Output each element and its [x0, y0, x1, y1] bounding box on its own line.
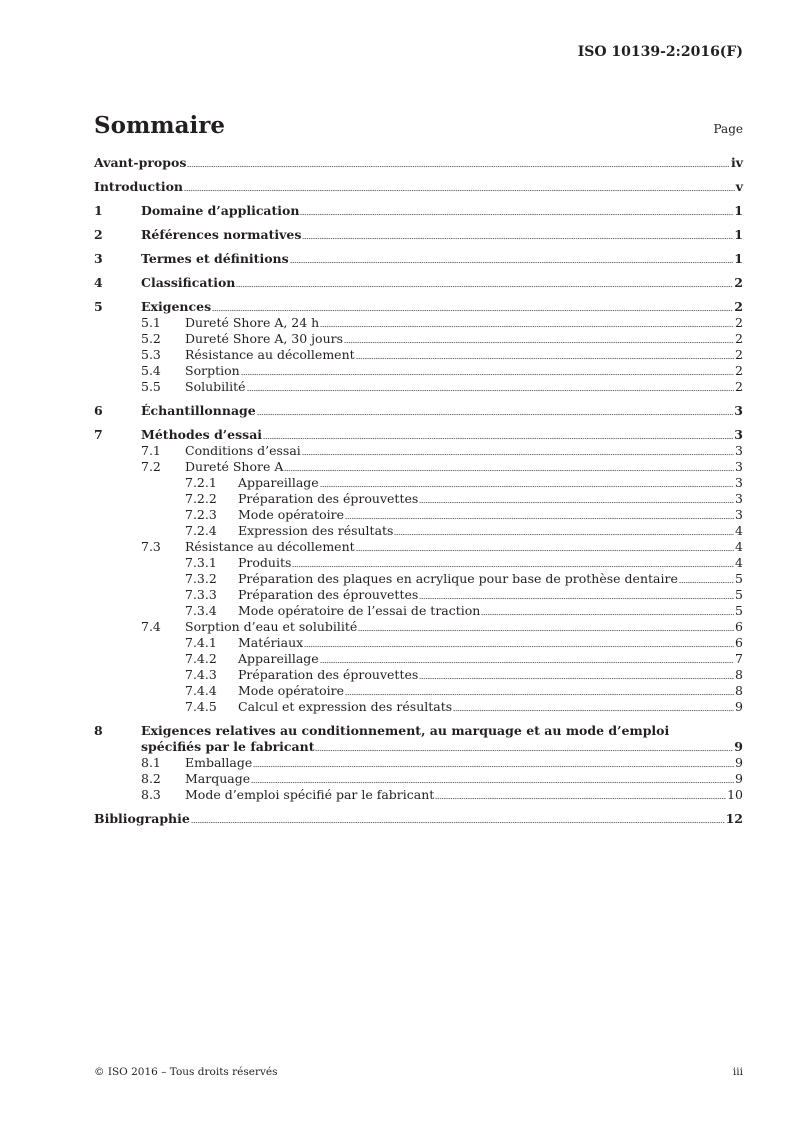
toc-label: Dureté Shore A	[185, 459, 284, 474]
toc-number: 7.2.3	[185, 507, 217, 522]
toc-page: 1	[734, 251, 743, 266]
toc-entry-introduction[interactable]	[94, 179, 743, 195]
toc-number: 2	[94, 227, 103, 242]
toc-label: Solubilité	[185, 379, 246, 394]
toc-page: 4	[735, 555, 743, 570]
toc-entry-6[interactable]	[94, 403, 743, 419]
leader-dots	[236, 285, 733, 288]
toc-entry-5-4[interactable]	[141, 363, 743, 379]
leader-dots	[284, 469, 734, 472]
toc-label: Produits	[238, 555, 292, 570]
toc-page: 7	[735, 651, 743, 666]
toc-page: 2	[734, 275, 743, 290]
toc-number: 7.4.3	[185, 667, 217, 682]
toc-label: Classification	[141, 275, 236, 290]
leader-dots	[187, 165, 730, 168]
leader-dots	[358, 629, 734, 632]
toc-entry-7-3-1[interactable]	[185, 555, 743, 571]
toc-entry-8-3[interactable]	[141, 787, 743, 803]
toc-number: 7.2.4	[185, 523, 217, 538]
leader-dots	[302, 453, 734, 456]
toc-page: 9	[735, 771, 743, 786]
leader-dots	[481, 613, 734, 616]
toc-number: 7.1	[141, 443, 161, 458]
leader-dots	[191, 821, 725, 824]
leader-dots	[356, 549, 734, 552]
toc-entry-3[interactable]	[94, 251, 743, 267]
toc-label: Références normatives	[141, 227, 302, 242]
leader-dots	[212, 309, 733, 312]
document-id: ISO 10139-2:2016(F)	[577, 44, 743, 60]
leader-dots	[302, 237, 733, 240]
leader-dots	[320, 485, 734, 488]
copyright-notice: © ISO 2016 – Tous droits réservés	[94, 1066, 278, 1078]
leader-dots	[419, 597, 734, 600]
page-title: Sommaire	[94, 112, 226, 139]
leader-dots	[292, 565, 734, 568]
leader-dots	[253, 765, 734, 768]
toc-label: Échantillonnage	[141, 403, 256, 418]
toc-entry-7-4-5[interactable]	[185, 699, 743, 715]
toc-label: Mode opératoire de l’essai de traction	[238, 603, 481, 618]
toc-entry-8-1[interactable]	[141, 755, 743, 771]
toc-entry-7-2-2[interactable]	[185, 491, 743, 507]
toc-number: 7.3.3	[185, 587, 217, 602]
leader-dots	[435, 797, 726, 800]
toc-number: 7.4	[141, 619, 161, 634]
toc-entry-7-4-1[interactable]	[185, 635, 743, 651]
toc-entry-8-line1[interactable]	[94, 723, 743, 739]
toc-page: 10	[727, 787, 743, 802]
toc-number: 3	[94, 251, 103, 266]
toc-entry-7-2[interactable]	[141, 459, 743, 475]
toc-entry-7[interactable]	[94, 427, 743, 443]
toc-entry-7-2-1[interactable]	[185, 475, 743, 491]
leader-dots	[257, 413, 734, 416]
toc-label: Méthodes d’essai	[141, 427, 263, 442]
leader-dots	[679, 581, 734, 584]
toc-page: v	[735, 179, 743, 194]
toc-number: 7.2.1	[185, 475, 217, 490]
toc-page: 1	[734, 227, 743, 242]
leader-dots	[184, 189, 735, 192]
toc-label: Marquage	[185, 771, 251, 786]
toc-label: Préparation des éprouvettes	[238, 667, 419, 682]
toc-entry-avant-propos[interactable]	[94, 155, 743, 171]
toc-number: 5	[94, 299, 103, 314]
leader-dots	[247, 389, 734, 392]
toc-label: Expression des résultats	[238, 523, 394, 538]
leader-dots	[300, 213, 733, 216]
toc-number: 8.3	[141, 787, 161, 802]
toc-number: 7.2	[141, 459, 161, 474]
toc-number: 7.4.4	[185, 683, 217, 698]
leader-dots	[290, 261, 734, 264]
leader-dots	[394, 533, 734, 536]
toc-number: 8	[94, 723, 103, 738]
toc-entry-7-4-3[interactable]	[185, 667, 743, 683]
toc-label: Conditions d’essai	[185, 443, 301, 458]
toc-entry-7-3-4[interactable]	[185, 603, 743, 619]
toc-entry-5-5[interactable]	[141, 379, 743, 395]
toc-number: 5.4	[141, 363, 161, 378]
toc-entry-7-4[interactable]	[141, 619, 743, 635]
toc-entry-7-3[interactable]	[141, 539, 743, 555]
toc-page: 4	[735, 523, 743, 538]
toc-page: 2	[735, 363, 743, 378]
toc-page: 6	[735, 619, 743, 634]
toc-entry-7-1[interactable]	[141, 443, 743, 459]
leader-dots	[419, 501, 734, 504]
toc-page: 2	[735, 379, 743, 394]
toc-number: 7.3.4	[185, 603, 217, 618]
toc-number: 7.4.1	[185, 635, 217, 650]
leader-dots	[304, 645, 734, 648]
toc-entry-2[interactable]	[94, 227, 743, 243]
page-footer	[94, 1066, 743, 1078]
leader-dots	[345, 693, 734, 696]
toc-number: 7.3	[141, 539, 161, 554]
toc-page: iv	[730, 155, 743, 170]
toc-page: 5	[735, 571, 743, 586]
toc-number: 8.1	[141, 755, 161, 770]
toc-number: 7.3.1	[185, 555, 217, 570]
toc-label: Termes et définitions	[141, 251, 289, 266]
toc-label: Préparation des plaques en acrylique pour base de prothèse dentaire	[238, 571, 678, 586]
toc-page: 8	[735, 667, 743, 682]
toc-page: 6	[735, 635, 743, 650]
toc-entry-bibliographie[interactable]	[94, 811, 743, 827]
leader-dots	[356, 357, 734, 360]
toc-page: 12	[725, 811, 743, 826]
toc-page: 3	[735, 507, 743, 522]
toc-label: Avant-propos	[94, 155, 187, 170]
toc-label: Sorption d’eau et solubilité	[185, 619, 358, 634]
toc-page: 2	[735, 331, 743, 346]
toc-label: Sorption	[185, 363, 240, 378]
toc-page: 3	[734, 427, 743, 442]
toc-page: 3	[735, 491, 743, 506]
toc-page: 2	[735, 315, 743, 330]
toc-entry-1[interactable]	[94, 203, 743, 219]
toc-page: 2	[735, 347, 743, 362]
toc-label: Résistance au décollement	[185, 539, 355, 554]
leader-dots	[344, 341, 734, 344]
toc-entry-5-2[interactable]	[141, 331, 743, 347]
toc-label: Matériaux	[238, 635, 304, 650]
toc-label: Introduction	[94, 179, 184, 194]
leader-dots	[251, 781, 734, 784]
toc-entry-7-3-2[interactable]	[185, 571, 743, 587]
toc-entry-8-2[interactable]	[141, 771, 743, 787]
toc-label: Domaine d’application	[141, 203, 300, 218]
toc-entry-5-1[interactable]	[141, 315, 743, 331]
toc-number: 5.3	[141, 347, 161, 362]
toc-label: Emballage	[185, 755, 253, 770]
toc-number: 1	[94, 203, 103, 218]
toc-label: Préparation des éprouvettes	[238, 491, 419, 506]
table-of-contents	[94, 155, 743, 827]
toc-number: 5.2	[141, 331, 161, 346]
toc-number: 7.2.2	[185, 491, 217, 506]
toc-number: 7	[94, 427, 103, 442]
toc-entry-7-3-3[interactable]	[185, 587, 743, 603]
toc-page: 3	[735, 475, 743, 490]
page-number: iii	[732, 1066, 743, 1078]
toc-label: Mode opératoire	[238, 683, 344, 698]
toc-label: Bibliographie	[94, 811, 190, 826]
toc-page: 4	[735, 539, 743, 554]
leader-dots	[453, 709, 734, 712]
leader-dots	[241, 373, 734, 376]
toc-page: 9	[735, 699, 743, 714]
toc-label: Mode opératoire	[238, 507, 344, 522]
toc-number: 7.4.5	[185, 699, 217, 714]
toc-page: 3	[734, 403, 743, 418]
toc-label: Dureté Shore A, 24 h	[185, 315, 320, 330]
page-column-label: Page	[713, 122, 743, 136]
toc-number: 5.5	[141, 379, 161, 394]
toc-page: 8	[735, 683, 743, 698]
toc-page: 2	[734, 299, 743, 314]
toc-number: 6	[94, 403, 103, 418]
toc-entry-4[interactable]	[94, 275, 743, 291]
toc-label: Calcul et expression des résultats	[238, 699, 453, 714]
title-row	[94, 112, 743, 139]
toc-entry-7-2-4[interactable]	[185, 523, 743, 539]
toc-page: 5	[735, 587, 743, 602]
toc-entry-8-line2[interactable]	[94, 739, 743, 755]
toc-number: 5.1	[141, 315, 161, 330]
toc-page: 3	[735, 459, 743, 474]
leader-dots	[320, 325, 734, 328]
toc-label: Mode d’emploi spécifié par le fabricant	[185, 787, 435, 802]
toc-page: 9	[734, 739, 743, 754]
leader-dots	[315, 749, 733, 752]
leader-dots	[320, 661, 734, 664]
leader-dots	[345, 517, 734, 520]
toc-page: 1	[734, 203, 743, 218]
toc-label: Dureté Shore A, 30 jours	[185, 331, 344, 346]
toc-entry-7-4-2[interactable]	[185, 651, 743, 667]
toc-label: Résistance au décollement	[185, 347, 355, 362]
toc-label: Exigences	[141, 299, 212, 314]
toc-number: 7.3.2	[185, 571, 217, 586]
toc-page: 5	[735, 603, 743, 618]
toc-label: Exigences relatives au conditionnement, au marquage et au mode d’emploi	[141, 723, 670, 738]
toc-label: Appareillage	[238, 651, 319, 666]
toc-page: 9	[735, 755, 743, 770]
toc-entry-7-2-3[interactable]	[185, 507, 743, 523]
toc-number: 4	[94, 275, 103, 290]
leader-dots	[419, 677, 734, 680]
leader-dots	[263, 437, 733, 440]
toc-number: 8.2	[141, 771, 161, 786]
toc-page: 3	[735, 443, 743, 458]
toc-label: Appareillage	[238, 475, 319, 490]
toc-label: spécifiés par le fabricant	[141, 739, 315, 754]
toc-entry-5[interactable]	[94, 299, 743, 315]
toc-entry-5-3[interactable]	[141, 347, 743, 363]
toc-entry-7-4-4[interactable]	[185, 683, 743, 699]
toc-label: Préparation des éprouvettes	[238, 587, 419, 602]
toc-number: 7.4.2	[185, 651, 217, 666]
